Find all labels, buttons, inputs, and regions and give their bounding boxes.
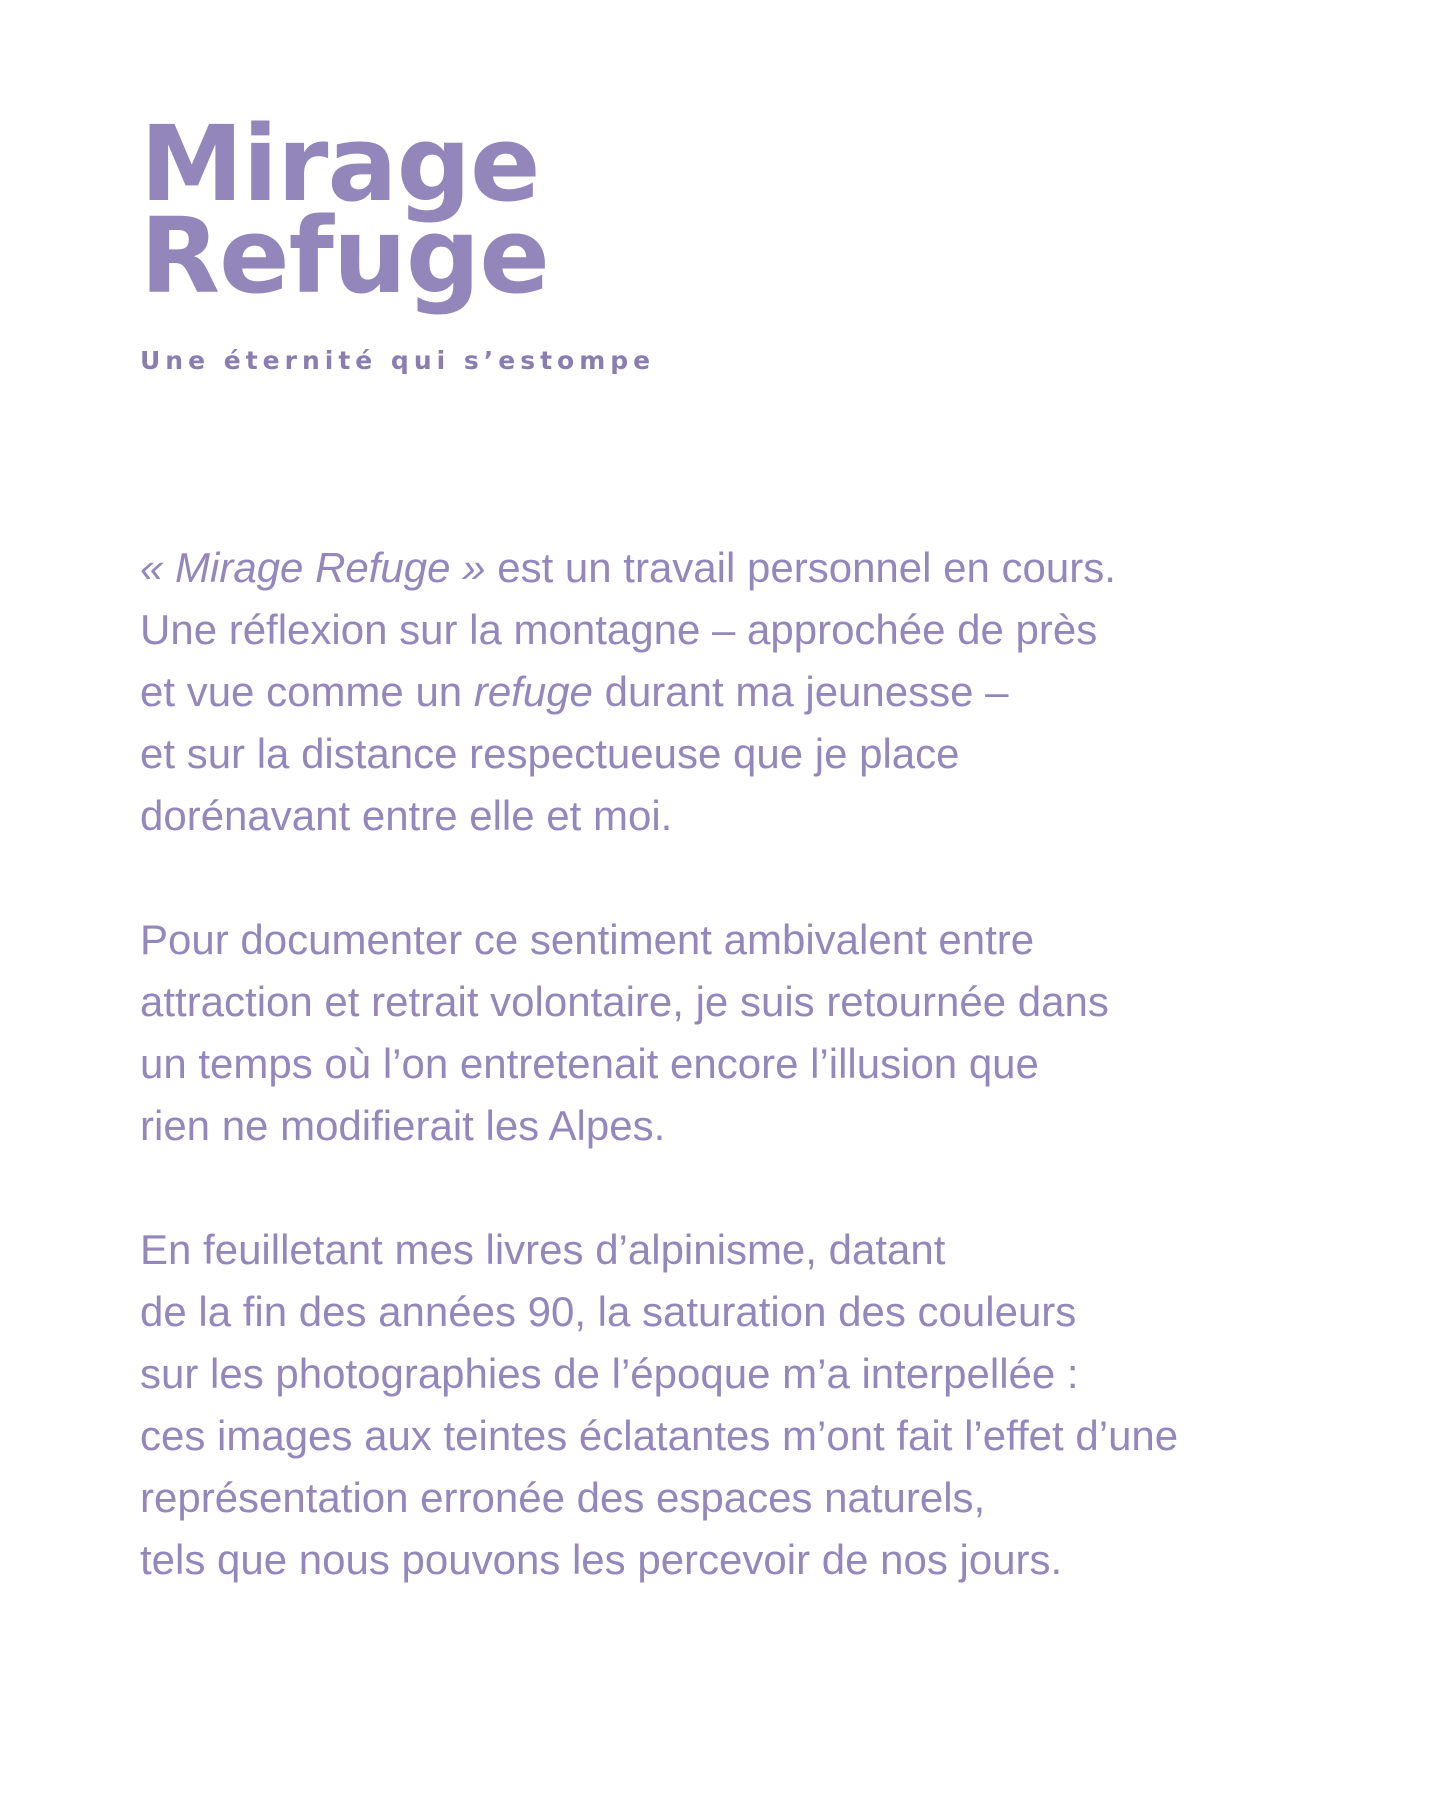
- paragraph-line: et sur la distance respectueuse que je place: [140, 730, 960, 777]
- paragraph-line-text: et vue comme un: [140, 668, 474, 715]
- paragraph-intro: [140, 537, 1340, 847]
- text-block: [140, 537, 1340, 1591]
- paragraph-line: Une réflexion sur la montagne – approchée de près: [140, 606, 1098, 653]
- paragraph-line: Pour documenter ce sentiment ambivalent entre: [140, 916, 1035, 963]
- paragraph-line: représentation erronée des espaces naturels,: [140, 1474, 986, 1521]
- paragraph-line: dorénavant entre elle et moi.: [140, 792, 673, 839]
- paragraph-line: rien ne modifierait les Alpes.: [140, 1102, 666, 1149]
- logo-title: [140, 103, 1340, 317]
- page: [140, 103, 1340, 1653]
- paragraph-line: [140, 537, 1340, 599]
- paragraph-line: sur les photographies de l’époque m’a interpellée :: [140, 1350, 1079, 1397]
- tagline: Une éternité qui s’estompe: [140, 346, 656, 375]
- paragraph-line: En feuilletant mes livres d’alpinisme, datant: [140, 1226, 946, 1273]
- paragraph-documentation: [140, 909, 1340, 1157]
- logo-title-line1: Mirage: [140, 103, 540, 225]
- paragraph-line: attraction et retrait volontaire, je suis retournée dans: [140, 978, 1109, 1025]
- paragraph-books: [140, 1219, 1340, 1591]
- paragraph-line: un temps où l’on entretenait encore l’illusion que: [140, 1040, 1039, 1087]
- paragraph-line-text: durant ma jeunesse –: [592, 668, 1009, 715]
- paragraph-line-text: est un travail personnel en cours.: [485, 544, 1116, 591]
- project-title-italic: « Mirage Refuge »: [140, 544, 486, 591]
- paragraph-line: ces images aux teintes éclatantes m’ont fait l’effet d’une: [140, 1412, 1179, 1459]
- paragraph-line: tels que nous pouvons les percevoir de nos jours.: [140, 1536, 1063, 1583]
- refuge-italic: refuge: [473, 668, 593, 715]
- logo-title-line2: Refuge: [140, 195, 549, 317]
- paragraph-line: [140, 661, 1340, 723]
- paragraph-line: de la fin des années 90, la saturation des couleurs: [140, 1288, 1077, 1335]
